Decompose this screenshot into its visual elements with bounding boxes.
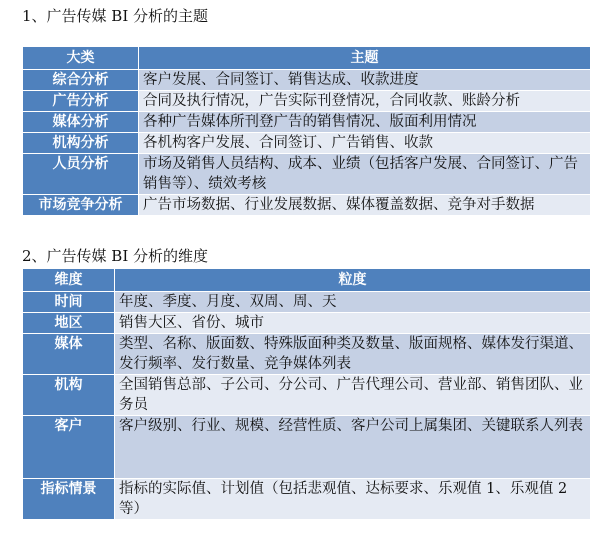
row-category: 机构 xyxy=(23,375,115,416)
column-header-topic: 主题 xyxy=(139,47,591,70)
row-category: 市场竞争分析 xyxy=(23,195,139,216)
row-value: 广告市场数据、行业发展数据、媒体覆盖数据、竞争对手数据 xyxy=(139,195,591,216)
row-value: 市场及销售人员结构、成本、业绩（包括客户发展、合同签订、广告销售等）、绩效考核 xyxy=(139,154,591,195)
row-value: 各机构客户发展、合同签订、广告销售、收款 xyxy=(139,133,591,154)
row-value: 客户发展、合同签订、销售达成、收款进度 xyxy=(139,70,591,91)
row-category: 客户 xyxy=(23,416,115,479)
column-header-dimension: 维度 xyxy=(23,269,115,292)
row-value: 指标的实际值、计划值（包括悲观值、达标要求、乐观值 1、乐观值 2 等） xyxy=(115,479,591,520)
row-value: 客户级别、行业、规模、经营性质、客户公司上属集团、关键联系人列表 xyxy=(115,416,591,479)
row-category: 媒体 xyxy=(23,334,115,375)
table-row xyxy=(23,112,591,133)
dimensions-table xyxy=(22,268,591,520)
table-row xyxy=(23,70,591,91)
table-row xyxy=(23,195,591,216)
section2-title: 2、广告传媒 BI 分析的维度 xyxy=(22,247,209,265)
table-header-row xyxy=(23,47,591,70)
row-value: 全国销售总部、子公司、分公司、广告代理公司、营业部、销售团队、业务员 xyxy=(115,375,591,416)
row-category: 广告分析 xyxy=(23,91,139,112)
table-header-row xyxy=(23,269,591,292)
table-row xyxy=(23,133,591,154)
row-category: 时间 xyxy=(23,292,115,313)
table-row xyxy=(23,334,591,375)
table-row xyxy=(23,313,591,334)
row-category: 综合分析 xyxy=(23,70,139,91)
row-value: 销售大区、省份、城市 xyxy=(115,313,591,334)
row-category: 指标情景 xyxy=(23,479,115,520)
table-row xyxy=(23,292,591,313)
row-value: 各种广告媒体所刊登广告的销售情况、版面利用情况 xyxy=(139,112,591,133)
column-header-granularity: 粒度 xyxy=(115,269,591,292)
column-header-category: 大类 xyxy=(23,47,139,70)
topics-table xyxy=(22,46,591,216)
row-category: 媒体分析 xyxy=(23,112,139,133)
table-row xyxy=(23,479,591,520)
table-row xyxy=(23,375,591,416)
section1-title: 1、广告传媒 BI 分析的主题 xyxy=(22,7,209,25)
row-category: 地区 xyxy=(23,313,115,334)
table-row xyxy=(23,154,591,195)
row-value: 类型、名称、版面数、特殊版面种类及数量、版面规格、媒体发行渠道、发行频率、发行数量、竞争媒体列表 xyxy=(115,334,591,375)
table-row xyxy=(23,416,591,479)
row-value: 合同及执行情况，广告实际刊登情况，合同收款、账龄分析 xyxy=(139,91,591,112)
table-row xyxy=(23,91,591,112)
row-category: 人员分析 xyxy=(23,154,139,195)
row-value: 年度、季度、月度、双周、周、天 xyxy=(115,292,591,313)
row-category: 机构分析 xyxy=(23,133,139,154)
